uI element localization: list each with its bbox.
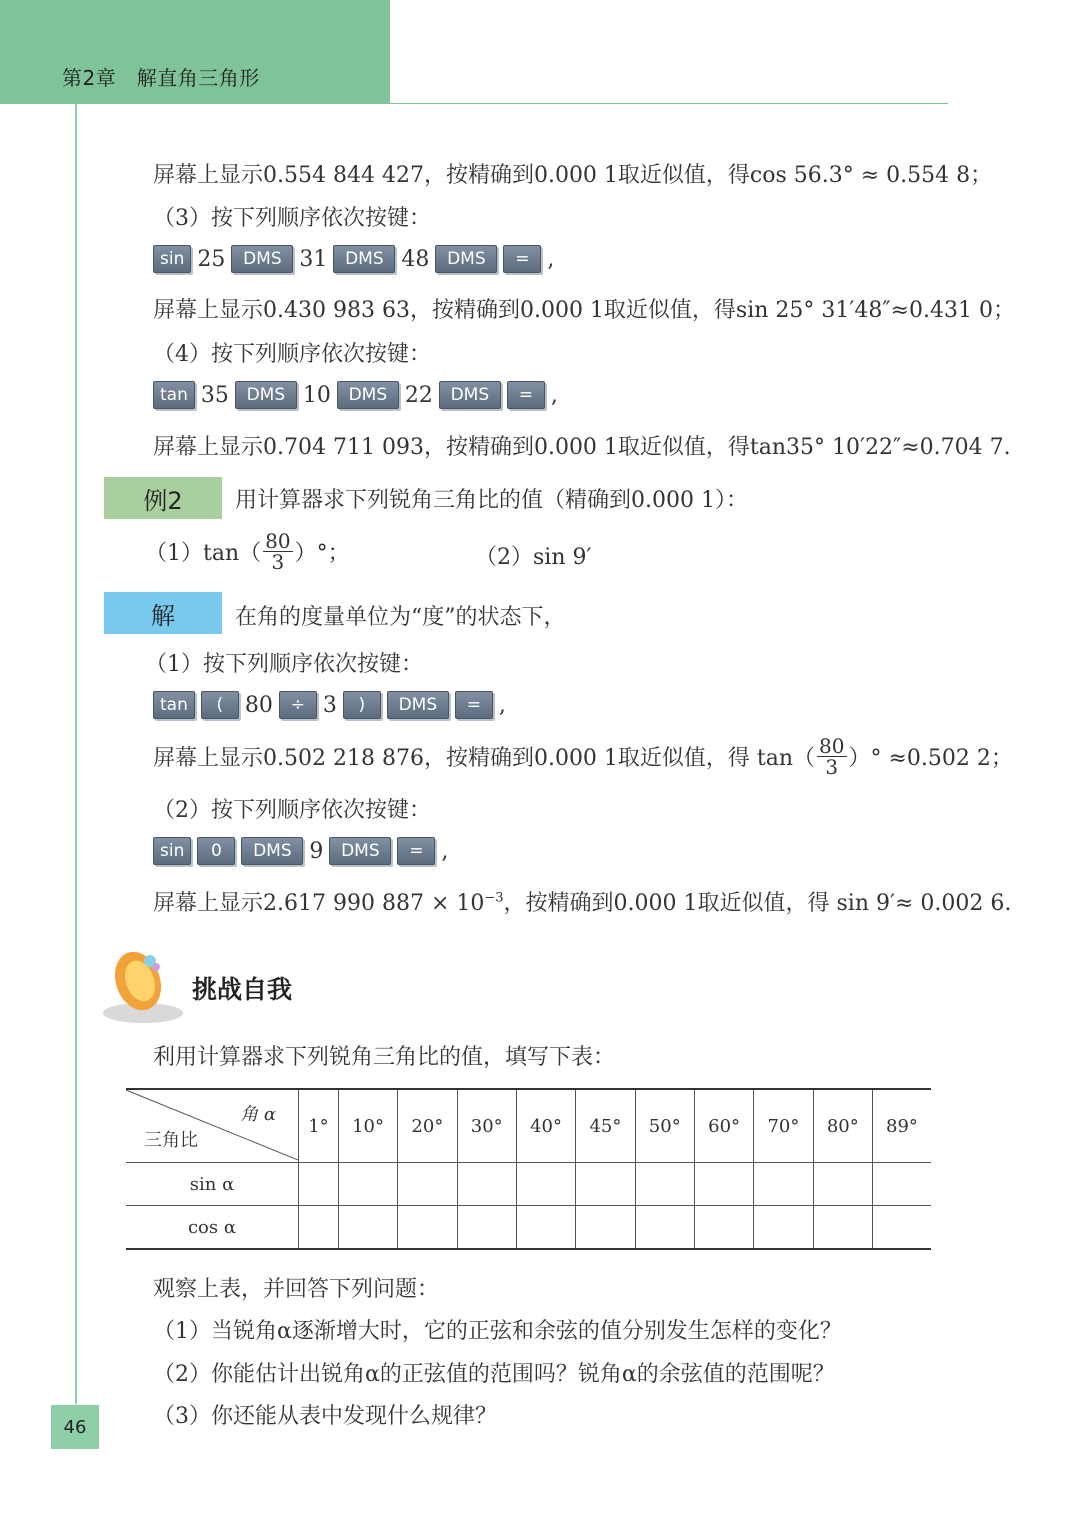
text-line-3: 屏幕上显示0.430 983 63，按精确到0.000 1取近似值，得sin 25° 31′48″≈0.431 0；	[153, 298, 1016, 323]
calculator-key: DMS	[387, 691, 449, 719]
table-empty-cell	[872, 1163, 931, 1206]
table-empty-cell	[576, 1163, 635, 1206]
corner-angle-label: 角 α	[240, 1104, 276, 1125]
angle-header-cell: 20°	[398, 1089, 457, 1163]
angle-header-cell: 30°	[457, 1089, 516, 1163]
fraction-numerator: 80	[819, 734, 845, 758]
key-digit-text: ,	[547, 246, 555, 272]
table-empty-cell	[516, 1206, 575, 1250]
example-question-2: （2）sin 9′	[475, 545, 592, 570]
key-digit-text: ,	[441, 838, 449, 864]
q1-prefix: （1）tan（	[145, 541, 262, 566]
key-sequence-3	[153, 245, 560, 273]
key-digit-text: 80	[244, 692, 273, 718]
table-empty-cell	[872, 1206, 931, 1250]
calculator-key: ÷	[279, 691, 317, 719]
example-text: 用计算器求下列锐角三角比的值（精确到0.000 1）：	[235, 488, 748, 513]
table-empty-cell	[754, 1163, 813, 1206]
key-digit-text: 48	[401, 246, 430, 272]
key-digit-text: 3	[322, 692, 337, 718]
text-line-2: （3）按下列顺序依次按键：	[153, 206, 431, 231]
solution-result-2	[153, 886, 1011, 917]
fraction-denominator: 3	[825, 755, 839, 779]
row-label-cos: cos α	[126, 1206, 299, 1250]
table-empty-cell	[457, 1163, 516, 1206]
table-empty-cell	[457, 1206, 516, 1250]
table-empty-cell	[338, 1163, 397, 1206]
trig-table	[126, 1088, 931, 1250]
table-empty-cell	[635, 1163, 694, 1206]
angle-header-cell: 1°	[299, 1089, 339, 1163]
key-sequence-s2	[153, 837, 454, 865]
table-empty-cell	[754, 1206, 813, 1250]
observe-text: 观察上表，并回答下列问题：	[153, 1277, 440, 1302]
calculator-key: tan	[153, 381, 195, 409]
table-empty-cell	[299, 1206, 339, 1250]
angle-header-cell: 40°	[516, 1089, 575, 1163]
table-header-row	[126, 1089, 931, 1163]
key-digit-text: 22	[404, 382, 433, 408]
question-1: （1）当锐角α逐渐增大时，它的正弦和余弦的值分别发生怎样的变化？	[153, 1319, 842, 1344]
key-digit-text: 35	[200, 382, 229, 408]
table-empty-cell	[576, 1206, 635, 1250]
angle-header-cell: 89°	[886, 1115, 918, 1137]
calculator-key: 0	[197, 837, 235, 865]
question-3: （3）你还能从表中发现什么规律？	[153, 1404, 497, 1429]
fraction-80-3	[263, 531, 292, 572]
angle-header-cell: 80°	[813, 1089, 872, 1163]
table-empty-cell	[398, 1206, 457, 1250]
example-badge: 例2	[104, 477, 222, 519]
result2-suffix: ，按精确到0.000 1取近似值，得 sin 9′≈ 0.002 6.	[503, 891, 1012, 916]
calculator-key: DMS	[435, 245, 497, 273]
angle-header-cell: 50°	[635, 1089, 694, 1163]
table-empty-cell	[813, 1206, 872, 1250]
calculator-key: DMS	[235, 381, 297, 409]
fraction-denominator: 3	[271, 550, 285, 574]
result1-suffix: ）° ≈0.502 2；	[848, 746, 1013, 771]
angle-header-cell: 10°	[338, 1089, 397, 1163]
calculator-key: =	[503, 245, 541, 273]
calculator-key: (	[201, 691, 239, 719]
solution-badge: 解	[104, 592, 222, 634]
text-line-5: 屏幕上显示0.704 711 093，按精确到0.000 1取近似值，得tan35° 10′22″≈0.704 7.	[153, 435, 1011, 460]
table-empty-cell	[635, 1206, 694, 1250]
solution-step-1: （1）按下列顺序依次按键：	[145, 652, 423, 677]
key-digit-text: 31	[299, 246, 328, 272]
calculator-key: DMS	[333, 245, 395, 273]
angle-header-cell: 60°	[694, 1089, 753, 1163]
corner-ratio-label: 三角比	[144, 1130, 198, 1151]
table-row-cos	[126, 1206, 931, 1250]
text-line-1: 屏幕上显示0.554 844 427，按精确到0.000 1取近似值，得cos 56.3° ≈ 0.554 8；	[153, 163, 993, 188]
example-question-1	[145, 531, 350, 572]
calculator-key: DMS	[241, 837, 303, 865]
result1-prefix: 屏幕上显示0.502 218 876，按精确到0.000 1取近似值，得 tan（	[153, 746, 816, 771]
table-empty-cell	[338, 1206, 397, 1250]
key-digit-text: ,	[550, 382, 558, 408]
solution-text: 在角的度量单位为“度”的状态下，	[235, 605, 566, 630]
table-empty-cell	[694, 1206, 753, 1250]
fraction-80-3-result	[817, 736, 846, 777]
challenge-icon	[100, 943, 186, 1027]
calculator-key: tan	[153, 691, 195, 719]
page-number: 46	[51, 1405, 99, 1449]
calculator-key: DMS	[439, 381, 501, 409]
calculator-key: DMS	[337, 381, 399, 409]
calculator-key: =	[455, 691, 493, 719]
table-empty-cell	[398, 1163, 457, 1206]
q1-suffix: ）°；	[294, 541, 350, 566]
header-rule	[390, 103, 948, 104]
result2-prefix: 屏幕上显示2.617 990 887 × 10	[153, 891, 485, 916]
key-digit-text: ,	[498, 692, 506, 718]
table-empty-cell	[694, 1163, 753, 1206]
table-corner-cell	[126, 1089, 299, 1163]
table-row-sin	[126, 1163, 931, 1206]
calculator-key: =	[507, 381, 545, 409]
table-empty-cell	[299, 1163, 339, 1206]
result2-exponent: −3	[484, 890, 504, 906]
angle-header-cell: 45°	[576, 1089, 635, 1163]
key-sequence-s1	[153, 691, 512, 719]
challenge-intro: 利用计算器求下列锐角三角比的值，填写下表：	[153, 1045, 616, 1070]
solution-result-1	[153, 736, 1013, 777]
margin-rule	[75, 104, 77, 1404]
key-digit-text: 10	[302, 382, 331, 408]
calculator-key: DMS	[231, 245, 293, 273]
calculator-key: )	[343, 691, 381, 719]
key-digit-text: 25	[197, 246, 226, 272]
calculator-key: sin	[153, 245, 191, 273]
chapter-title: 第2章 解直角三角形	[62, 66, 260, 90]
fraction-numerator: 80	[265, 529, 291, 553]
text-line-4: （4）按下列顺序依次按键：	[153, 342, 431, 367]
challenge-title: 挑战自我	[192, 975, 293, 1004]
key-sequence-4	[153, 381, 564, 409]
table-empty-cell	[516, 1163, 575, 1206]
key-digit-text: 9	[309, 838, 324, 864]
calculator-key: =	[397, 837, 435, 865]
calculator-key: DMS	[329, 837, 391, 865]
table-empty-cell	[813, 1163, 872, 1206]
solution-step-2: （2）按下列顺序依次按键：	[153, 798, 431, 823]
calculator-key: sin	[153, 837, 191, 865]
row-label-sin: sin α	[126, 1163, 299, 1206]
angle-header-cell: 70°	[754, 1089, 813, 1163]
question-2: （2）你能估计出锐角α的正弦值的范围吗？锐角α的余弦值的范围呢？	[153, 1362, 835, 1387]
